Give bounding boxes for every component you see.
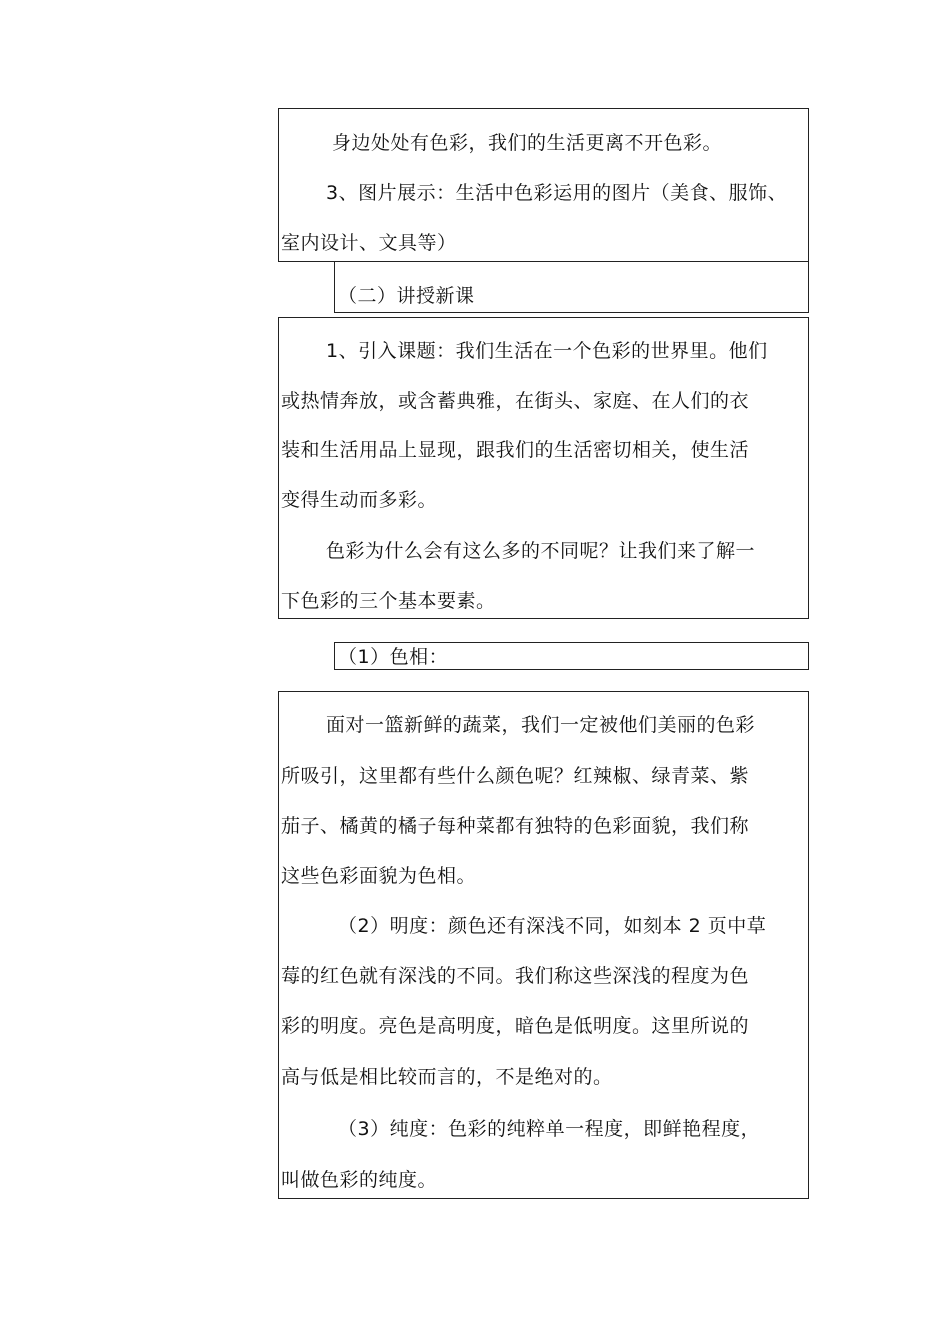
text-line: 下色彩的三个基本要素。	[281, 590, 496, 612]
text-line: 高与低是相比较而言的，不是绝对的。	[281, 1066, 613, 1088]
section-heading: （二）讲授新课	[338, 285, 475, 307]
text-line: 3、图片展示：生活中色彩运用的图片（美食、服饰、	[326, 182, 788, 204]
text-line: 叫做色彩的纯度。	[281, 1169, 438, 1191]
text-line: 色彩为什么会有这么多的不同呢？让我们来了解一	[326, 540, 756, 562]
text-line: （3）纯度：色彩的纯粹单一程度，即鲜艳程度，	[338, 1118, 761, 1140]
text-line: 1、引入课题：我们生活在一个色彩的世界里。他们	[326, 340, 768, 362]
text-line: 室内设计、文具等）	[281, 232, 457, 254]
text-line: 或热情奔放，或含蓄典雅，在街头、家庭、在人们的衣	[281, 390, 750, 412]
subheading-hue: （1）色相：	[338, 646, 449, 668]
text-line: 所吸引，这里都有些什么颜色呢？红辣椒、绿青菜、紫	[281, 765, 750, 787]
text-line: 装和生活用品上显现，跟我们的生活密切相关，使生活	[281, 439, 750, 461]
text-line: 莓的红色就有深浅的不同。我们称这些深浅的程度为色	[281, 965, 750, 987]
text-line: 身边处处有色彩，我们的生活更离不开色彩。	[332, 132, 723, 154]
text-line: 茄子、橘黄的橘子每种菜都有独特的色彩面貌，我们称	[281, 815, 750, 837]
text-line: 彩的明度。亮色是高明度，暗色是低明度。这里所说的	[281, 1015, 750, 1037]
text-line: （2）明度：颜色还有深浅不同，如刻本 2 页中草	[338, 915, 767, 937]
text-line: 这些色彩面貌为色相。	[281, 865, 477, 887]
text-line: 变得生动而多彩。	[281, 489, 438, 511]
text-line: 面对一篮新鲜的蔬菜，我们一定被他们美丽的色彩	[326, 714, 756, 736]
